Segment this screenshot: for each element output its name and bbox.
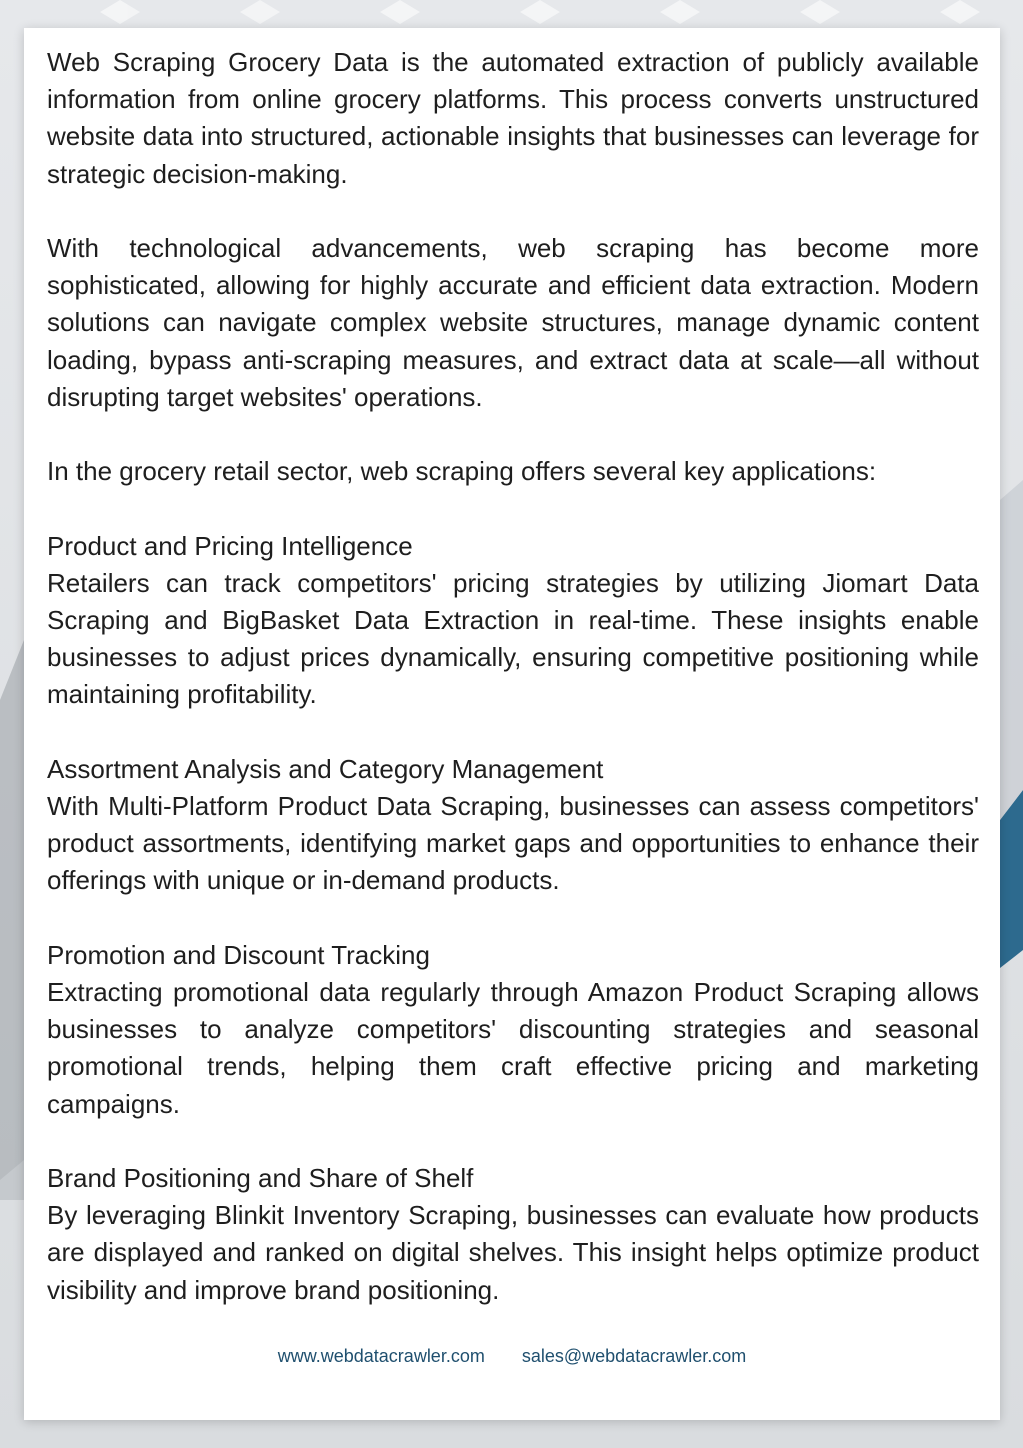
section-heading: Product and Pricing Intelligence — [47, 530, 413, 561]
section-body: Extracting promotional data regularly through Amazon Product Scraping allows businesses to analyze competitors' discounting strategies and seasonal promotional trends, helping them craft effective pricing and marketing campaigns. — [47, 977, 979, 1119]
section-heading: Promotion and Discount Tracking — [47, 939, 430, 970]
document-body — [47, 44, 979, 1309]
section-heading: Assortment Analysis and Category Management — [47, 753, 604, 784]
section-body: With Multi-Platform Product Data Scraping, businesses can assess competitors' product assortments, identifying market gaps and opportunities to enhance their offerings with unique or in-demand products. — [47, 791, 979, 896]
section-pricing-intelligence — [47, 528, 979, 714]
section-body: By leveraging Blinkit Inventory Scraping, businesses can evaluate how products are displayed and ranked on digital shelves. This insight helps optimize product visibility and improve brand positioning. — [47, 1200, 979, 1305]
page-footer — [24, 1346, 1000, 1367]
intro-paragraph-3: In the grocery retail sector, web scraping offers several key applications: — [47, 456, 877, 487]
intro-paragraph-2: With technological advancements, web scraping has become more sophisticated, allowing for highly accurate and efficient data extraction. Modern solutions can navigate complex website structures, manage dynamic content loading, bypass anti-scraping measures, and extract data at scale—all without disrupting target websites' operations. — [47, 233, 979, 412]
document-page — [24, 28, 1000, 1420]
section-assortment-analysis — [47, 751, 979, 900]
section-brand-positioning — [47, 1160, 979, 1309]
intro-paragraph-1: Web Scraping Grocery Data is the automated extraction of publicly available information from online grocery platforms. This process converts unstructured website data into structured, actionable insights that businesses can leverage for strategic decision-making. — [47, 47, 979, 189]
section-promotion-tracking — [47, 937, 979, 1123]
email-link[interactable]: sales@webdatacrawler.com — [521, 1346, 747, 1366]
website-link[interactable]: www.webdatacrawler.com — [277, 1346, 485, 1366]
section-body: Retailers can track competitors' pricing strategies by utilizing Jiomart Data Scraping and BigBasket Data Extraction in real-time. These insights enable businesses to adjust prices dynamically, ensuring competitive positioning while maintaining profitability. — [47, 567, 979, 710]
section-heading: Brand Positioning and Share of Shelf — [47, 1163, 474, 1193]
